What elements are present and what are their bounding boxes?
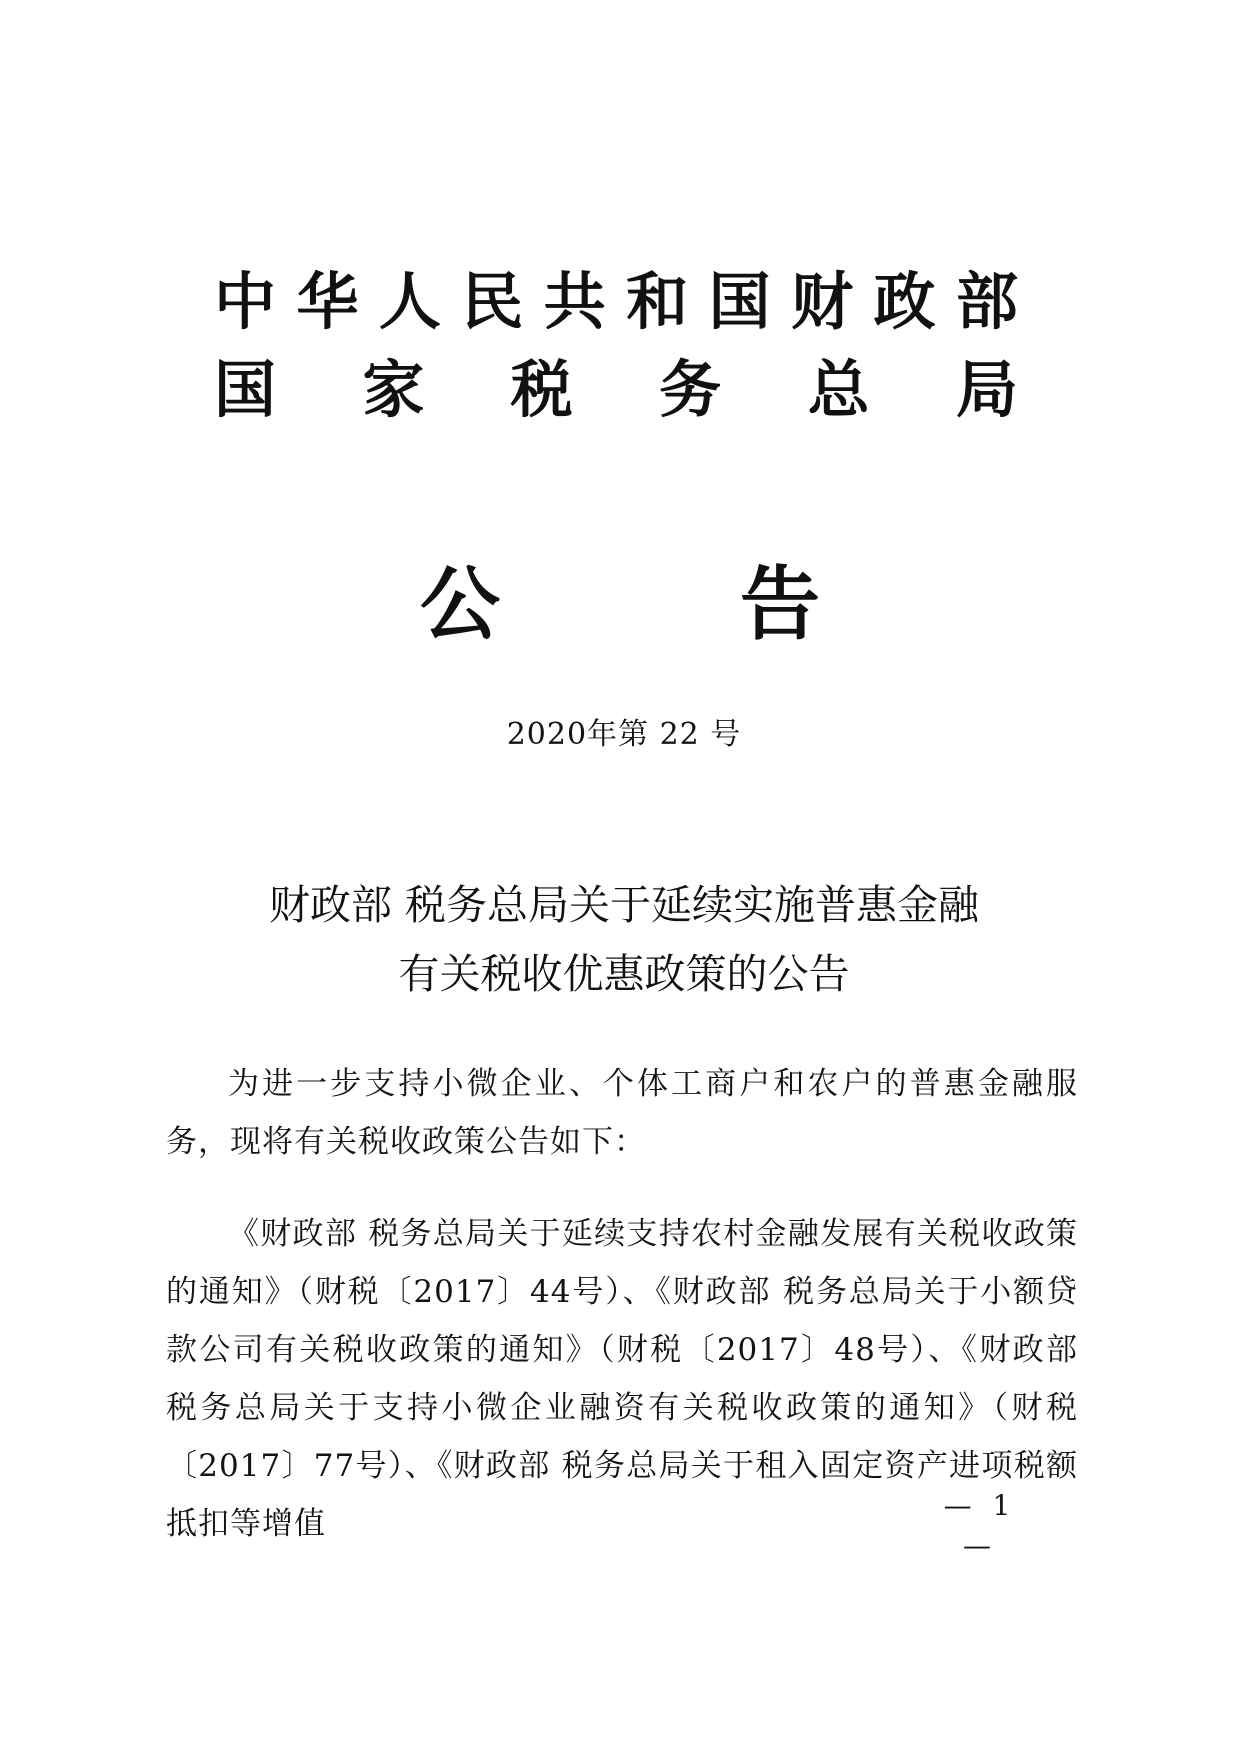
issuer-char: 局 <box>955 353 1018 426</box>
issuer-char: 部 <box>955 265 1018 338</box>
body-paragraph-policies: 《财政部 税务总局关于延续支持农村金融发展有关税收政策的通知》（财税〔2017〕44号）、《财政部 税务总局关于小额贷款公司有关税收政策的通知》（财税〔2017〕48号）、《财政部 税务总局关于支持小微企业融资有关税收政策的通知》（财税〔2017〕77号）、《财政部 税务总局关于租入固定资产进项税额抵扣等增值 <box>166 1216 1078 1542</box>
issuer-char: 华 <box>296 265 359 338</box>
issuer-name-ministry-of-finance <box>214 262 1018 342</box>
body-paragraph-intro: 为进一步支持小微企业、个体工商户和农户的普惠金融服务，现将有关税收政策公告如下： <box>166 1066 1078 1160</box>
issuer-name-tax-administration <box>214 350 1018 430</box>
page-number: — 1 — <box>943 1489 1017 1562</box>
issuer-char: 人 <box>378 265 441 338</box>
notice-heading-char: 公 <box>420 558 500 651</box>
document-number: 2020年第 22 号 <box>506 717 742 752</box>
issuer-char: 政 <box>873 265 936 338</box>
issuer-char: 共 <box>543 265 606 338</box>
issuer-char: 税 <box>510 353 573 426</box>
issuer-char: 总 <box>807 353 870 426</box>
issuer-char: 务 <box>659 353 722 426</box>
notice-heading <box>420 555 820 655</box>
issuer-char: 中 <box>214 265 277 338</box>
issuer-char: 财 <box>791 265 854 338</box>
document-title-line-2: 有关税收优惠政策的公告 <box>398 950 850 998</box>
issuer-char: 家 <box>362 353 425 426</box>
issuer-char: 国 <box>708 265 771 338</box>
issuer-char: 国 <box>214 353 277 426</box>
issuer-char: 和 <box>626 265 689 338</box>
issuer-char: 民 <box>461 265 524 338</box>
document-title-line-1: 财政部 税务总局关于延续实施普惠金融 <box>268 881 980 929</box>
notice-heading-char: 告 <box>740 558 820 651</box>
